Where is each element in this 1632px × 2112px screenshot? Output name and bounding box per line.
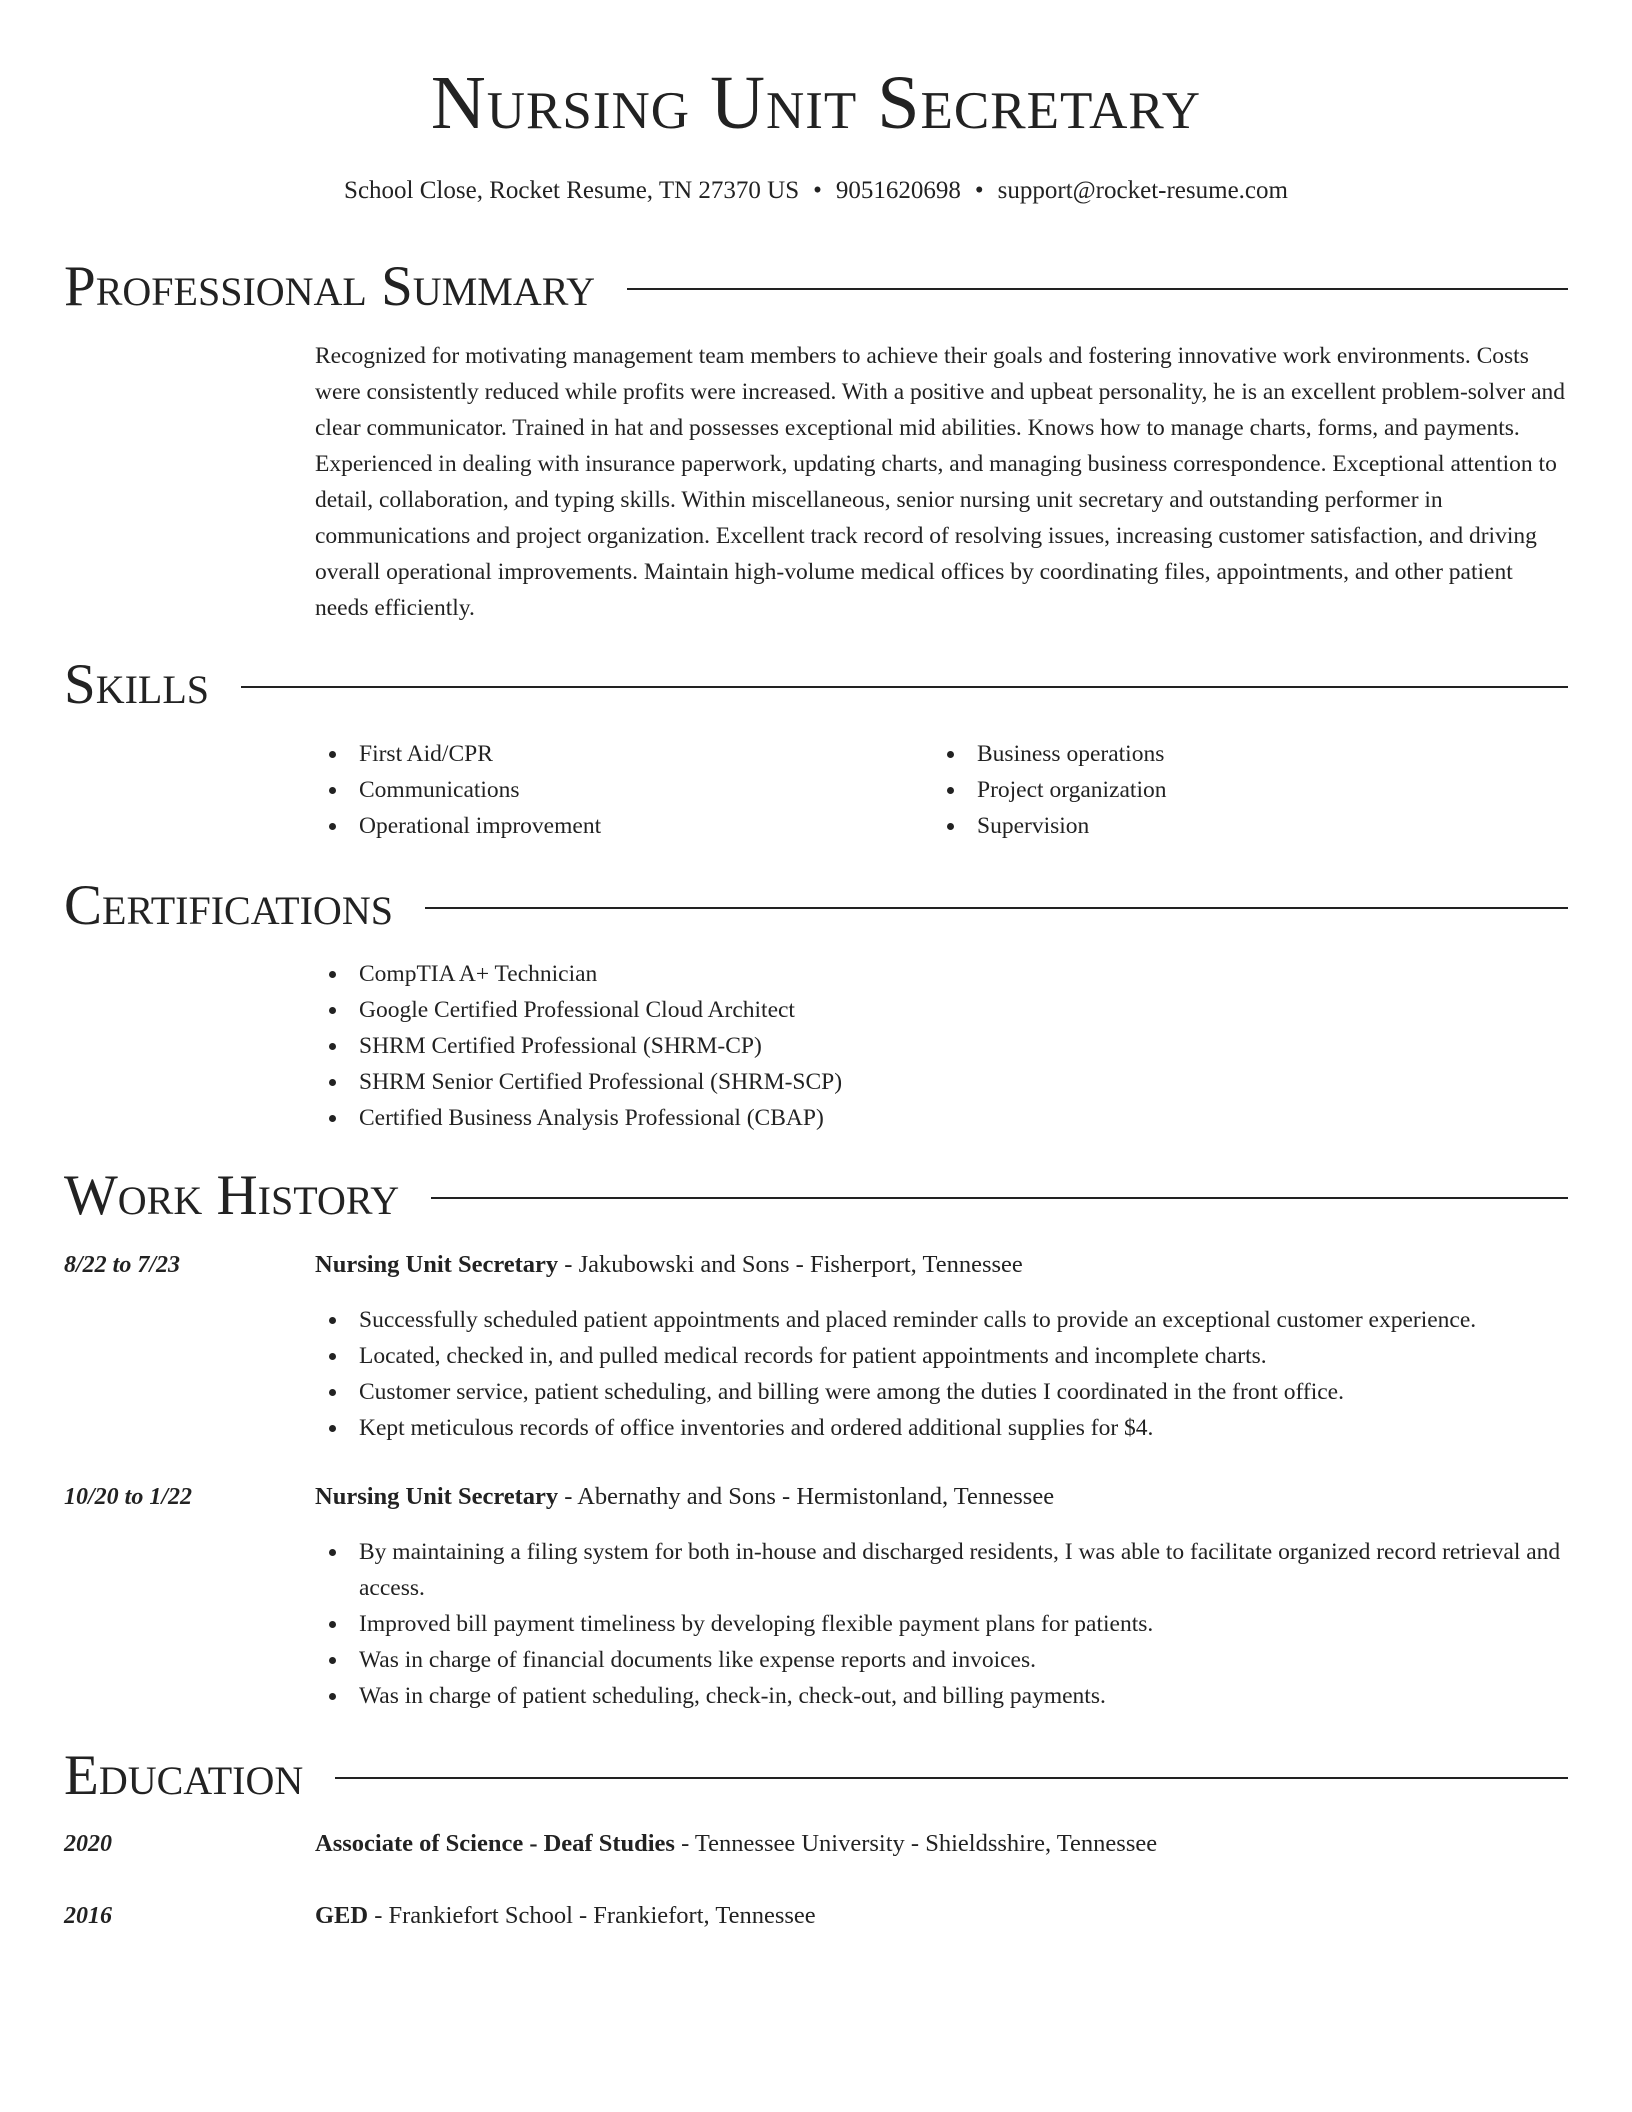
certification-text: CompTIA A+ Technician [359,961,598,987]
certification-text: SHRM Senior Certified Professional (SHRM-SCP) [359,1069,843,1095]
job-bullet-text: By maintaining a filing system for both in-house and discharged residents, I was able to facilitate organized record retrieval and access. [359,1539,1561,1601]
job-heading [315,1247,1570,1283]
job-bullet [315,1678,1570,1714]
job-bullet [315,1606,1570,1642]
bullet-dot [329,1549,336,1556]
summary-text: Recognized for motivating management team members to achieve their goals and fostering innovative work environments. Costs were consistently reduced while profits were increased. With a positive and upbeat personality, he is an excellent problem-solver and clear communicator. Trained in hat and possesses exceptional mid abilities. Knows how to manage charts, forms, and payments. Experienced in dealing with insurance paperwork, updating charts, and managing business correspondence. Exceptional attention to detail, collaboration, and typing skills. Within miscellaneous, senior nursing unit secretary and outstanding performer in communications and project organization. Excellent track record of resolving issues, increasing customer satisfaction, and driving overall operational improvements. Maintain high-volume medical offices by coordinating files, appointments, and other patient needs efficiently. [315,343,1566,621]
certification-item [315,1100,1515,1136]
certification-text: SHRM Certified Professional (SHRM-CP) [359,1033,762,1059]
education-year: 2020 [64,1831,112,1857]
certifications-heading: Certifications [64,874,393,937]
job-bullets [315,1534,1570,1714]
job-bullet [315,1374,1570,1410]
skills-section-header [64,653,1568,717]
job-title: Nursing Unit Secretary [315,1483,559,1510]
job-bullet-text: Customer service, patient scheduling, and billing were among the duties I coordinated in the front office. [359,1379,1344,1405]
bullet-dot [329,1115,336,1122]
summary-heading: Professional Summary [64,255,596,318]
job-title: Nursing Unit Secretary [315,1251,559,1278]
contact-phone: 9051620698 [835,177,961,204]
bullet-dot [329,751,336,758]
skill-text: Operational improvement [359,813,602,839]
skill-text: Project organization [977,777,1167,803]
certification-text: Google Certified Professional Cloud Architect [359,997,795,1023]
education-degree: GED [315,1902,369,1929]
certification-item [315,956,1515,992]
contact-separator: • [974,177,984,204]
work-section-header [64,1164,1568,1228]
certification-text: Certified Business Analysis Professional (CBAP) [359,1105,824,1131]
job-dates: 8/22 to 7/23 [64,1252,181,1278]
skill-item [315,808,915,844]
job-heading [315,1479,1570,1515]
job-bullet [315,1338,1570,1374]
contact-line [0,174,1632,208]
skills-heading: Skills [64,653,210,716]
education-school: - Frankiefort School - Frankiefort, Tennessee [368,1902,816,1929]
bullet-dot [329,1007,336,1014]
certifications-list [315,956,1515,1136]
job-bullet [315,1302,1570,1338]
bullet-dot [329,1425,336,1432]
bullet-dot [329,823,336,830]
bullet-dot [329,1079,336,1086]
bullet-dot [329,1389,336,1396]
job-bullet-text: Was in charge of financial documents like expense reports and invoices. [359,1647,1036,1673]
skill-text: Communications [359,777,520,803]
education-degree: Associate of Science - Deaf Studies [315,1830,675,1857]
bullet-dot [329,787,336,794]
bullet-dot [329,1043,336,1050]
bullet-dot [329,1317,336,1324]
contact-address: School Close, Rocket Resume, TN 27370 US [344,177,800,204]
education-heading: Education [64,1744,304,1807]
bullet-dot [329,1693,336,1700]
education-school: - Tennessee University - Shieldsshire, Tennessee [674,1830,1158,1857]
certification-item [315,992,1515,1028]
skill-item [315,736,915,772]
education-entry [315,1898,1570,1934]
skill-text: Supervision [977,813,1090,839]
bullet-dot [947,823,954,830]
bullet-dot [329,1657,336,1664]
bullet-dot [329,1353,336,1360]
bullet-dot [329,1621,336,1628]
skill-text: Business operations [977,741,1165,767]
job-employer: - Abernathy and Sons - Hermistonland, Tennessee [558,1483,1055,1510]
contact-email: support@rocket-resume.com [997,177,1288,204]
resume-name: Nursing Unit Secretary [430,61,1202,145]
job-employer: - Jakubowski and Sons - Fisherport, Tennessee [558,1251,1023,1278]
summary-section-header [64,255,1568,319]
job-bullet-text: Successfully scheduled patient appointments and placed reminder calls to provide an exceptional customer experience. [359,1307,1477,1333]
job-dates: 10/20 to 1/22 [64,1484,193,1510]
job-bullets [315,1302,1570,1446]
section-divider [431,1197,1568,1199]
skill-text: First Aid/CPR [359,741,493,767]
skill-item [933,736,1553,772]
job-bullet-text: Was in charge of patient scheduling, check-in, check-out, and billing payments. [359,1683,1106,1709]
education-section-header [64,1744,1568,1808]
job-bullet-text: Kept meticulous records of office inventories and ordered additional supplies for $4. [359,1415,1154,1441]
skill-item [933,808,1553,844]
section-divider [627,288,1568,290]
bullet-dot [947,751,954,758]
job-bullet-text: Located, checked in, and pulled medical records for patient appointments and incomplete charts. [359,1343,1267,1369]
bullet-dot [329,971,336,978]
education-entry [315,1826,1570,1862]
section-divider [425,907,1568,909]
bullet-dot [947,787,954,794]
skill-item [933,772,1553,808]
skill-item [315,772,915,808]
education-year: 2016 [64,1903,112,1929]
certification-item [315,1064,1515,1100]
work-heading: Work History [64,1164,400,1227]
skills-list-right [933,736,1553,844]
certification-item [315,1028,1515,1064]
certifications-section-header [64,874,1568,938]
contact-separator: • [813,177,822,204]
job-bullet [315,1642,1570,1678]
job-bullet [315,1410,1570,1446]
job-bullet [315,1534,1570,1606]
section-divider [241,686,1568,688]
job-bullet-text: Improved bill payment timeliness by developing flexible payment plans for patients. [359,1611,1154,1637]
section-divider [335,1777,1568,1779]
skills-list-left [315,736,915,844]
